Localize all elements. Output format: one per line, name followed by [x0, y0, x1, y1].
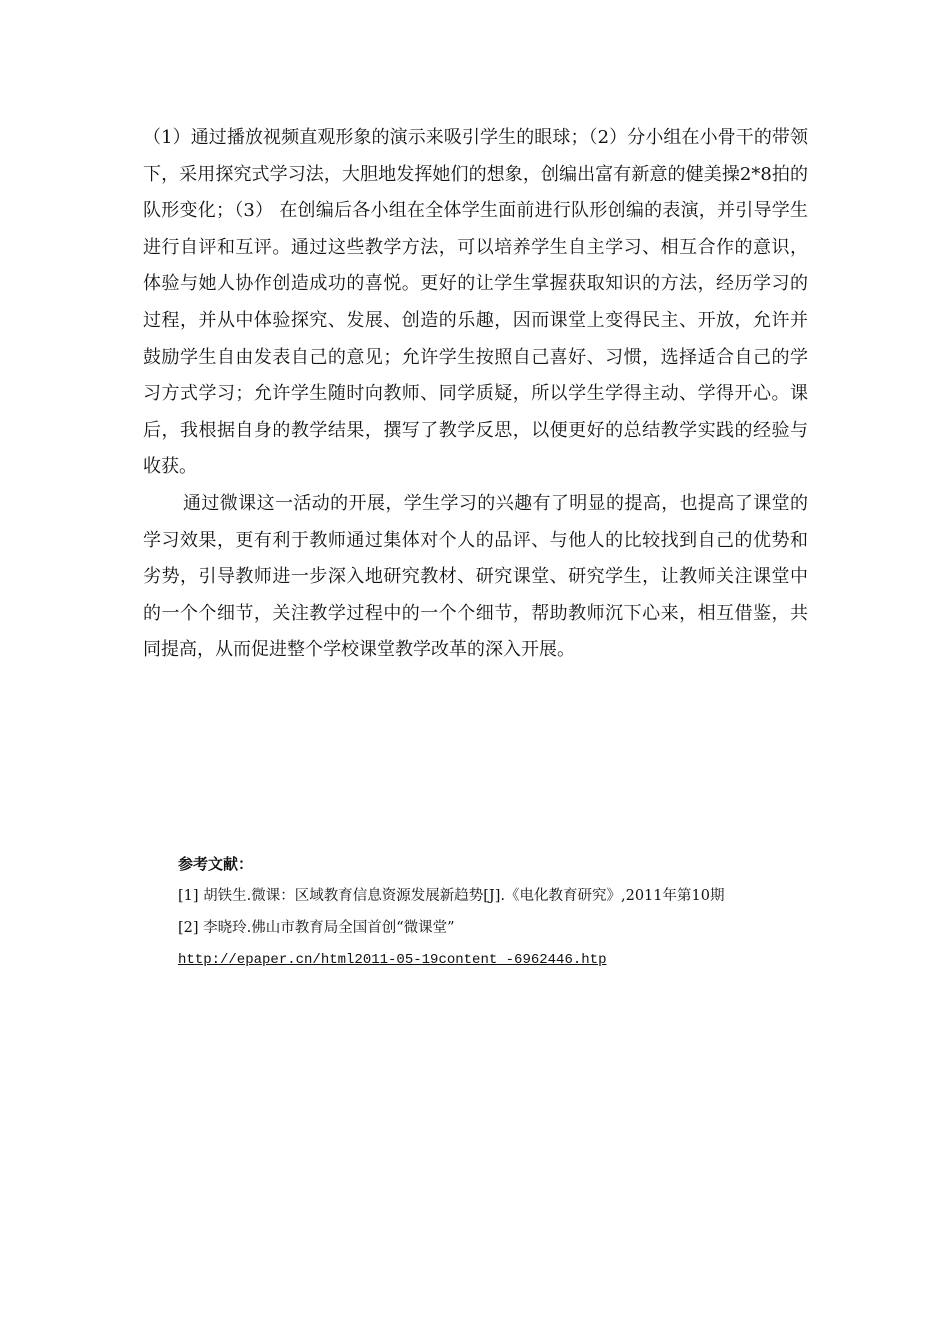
reference-item-1: [1] 胡铁生.微课：区域教育信息资源发展新趋势[J].《电化教育研究》,2011年第10期 — [178, 888, 725, 904]
body-text — [143, 120, 808, 669]
paragraph-teaching-methods: （1）通过播放视频直观形象的演示来吸引学生的眼球；（2）分小组在小骨干的带领下，采用探究式学习法，大胆地发挥她们的想象，创编出富有新意的健美操2*8拍的队形变化；（3） 在创编后各小组在全体学生面前进行队形创编的表演，并引导学生进行自评和互评。通过这些教学方法，可以培养学生自主学习、相互合作的意识，体验与她人协作创造成功的喜悦。更好的让学生掌握获取知识的方法，经历学习的过程，并从中体验探究、发展、创造的乐趣，因而课堂上变得民主、开放，允许并鼓励学生自由发表自己的意见；允许学生按照自己喜好、习惯，选择适合自己的学习方式学习；允许学生随时向教师、同学质疑，所以学生学得主动、学得开心。课后，我根据自身的教学结果，撰写了教学反思，以便更好的总结教学实践的经验与收获。 — [143, 127, 808, 478]
references-section — [178, 848, 818, 976]
reference-url-link[interactable]: http://epaper.cn/html2011-05-19content -6962446.htp — [178, 952, 607, 968]
references-heading: 参考文献： — [178, 855, 254, 873]
paragraph-micro-course-effects: 通过微课这一活动的开展，学生学习的兴趣有了明显的提高，也提高了课堂的学习效果，更有利于教师通过集体对个人的品评、与他人的比较找到自己的优势和劣势，引导教师进一步深入地研究教材、研究课堂、研究学生，让教师关注课堂中的一个个细节，关注教学过程中的一个个细节，帮助教师沉下心来，相互借鉴，共同提高，从而促进整个学校课堂教学改革的深入开展。 — [143, 492, 808, 661]
reference-item-2: [2] 李晓玲.佛山市教育局全国首创“微课堂” — [178, 920, 455, 936]
